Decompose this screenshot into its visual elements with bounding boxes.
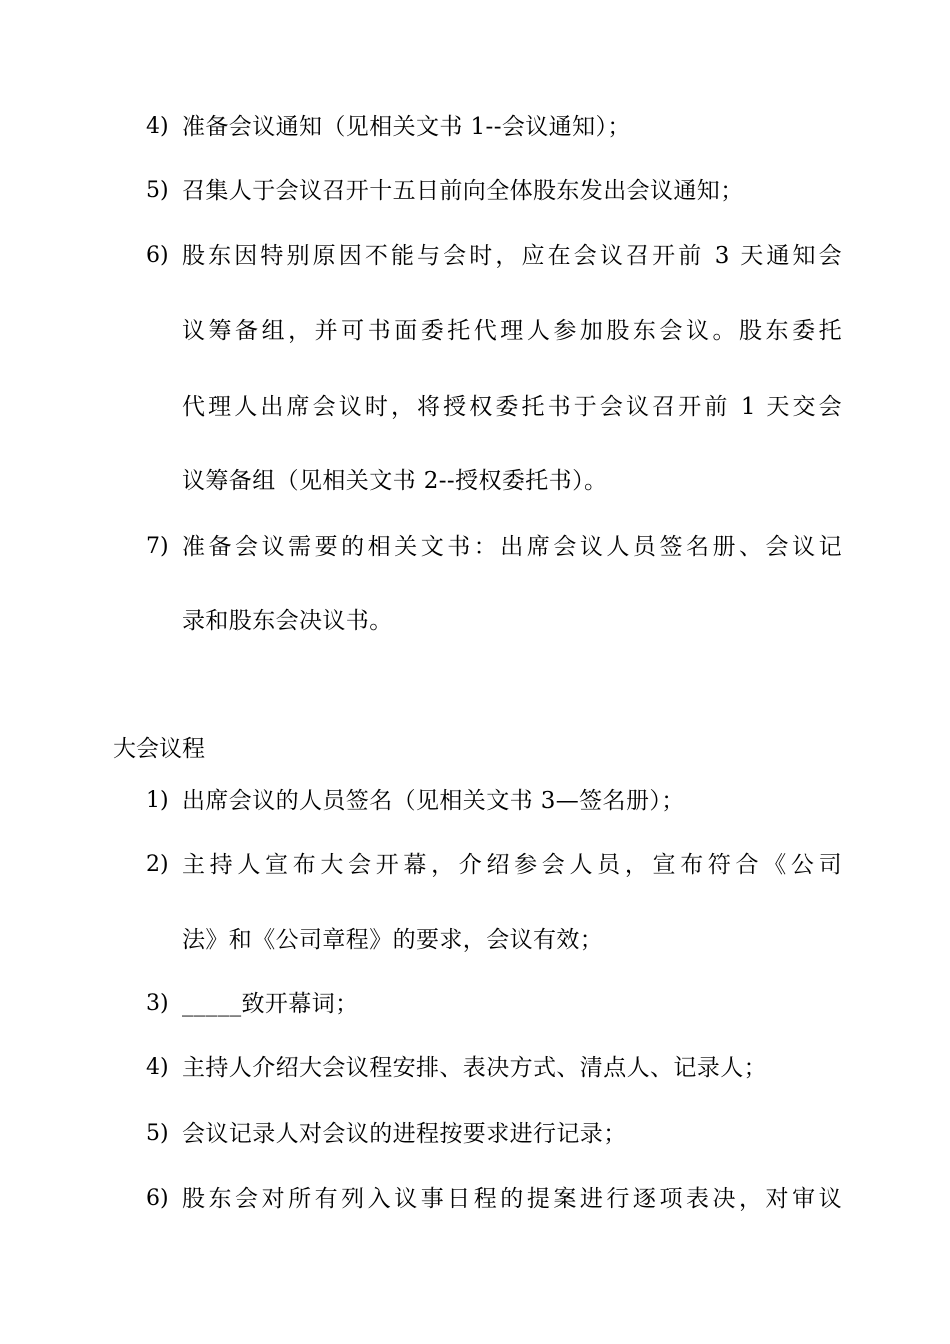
list-item-text: 主持人宣布大会开幕，介绍参会人员，宣布符合《公司 <box>182 852 842 878</box>
list-number: 3) <box>146 991 169 1016</box>
list-item-text: _____致开幕词； <box>182 991 359 1017</box>
list-item-text: 议筹备组，并可书面委托代理人参加股东会议。股东委托 <box>182 318 842 344</box>
list-item-text: 股东因特别原因不能与会时，应在会议召开前 3 天通知会 <box>182 243 842 269</box>
list-item-text: 会议记录人对会议的进程按要求进行记录； <box>182 1121 627 1147</box>
list-item-text: 法》和《公司章程》的要求，会议有效； <box>182 927 604 953</box>
list-item-text: 股东会对所有列入议事日程的提案进行逐项表决，对审议 <box>182 1186 842 1212</box>
list-item-text: 出席会议的人员签名（见相关文书 3—签名册）； <box>182 788 685 814</box>
list-item-text: 议筹备组（见相关文书 2--授权委托书）。 <box>182 468 608 494</box>
list-item-text: 召集人于会议召开十五日前向全体股东发出会议通知； <box>182 178 744 204</box>
list-number: 5) <box>146 1121 169 1146</box>
list-item-text: 代理人出席会议时，将授权委托书于会议召开前 1 天交会 <box>182 394 842 420</box>
list-item-text: 准备会议通知（见相关文书 1--会议通知）； <box>182 114 631 140</box>
list-item-text: 准备会议需要的相关文书：出席会议人员签名册、会议记 <box>182 534 842 560</box>
list-item-text: 主持人介绍大会议程安排、表决方式、清点人、记录人； <box>182 1055 767 1081</box>
list-number: 5) <box>146 178 169 203</box>
list-number: 6) <box>146 1186 169 1211</box>
list-number: 1) <box>146 788 169 813</box>
list-item-text: 录和股东会决议书。 <box>182 608 393 634</box>
list-number: 4) <box>146 1055 169 1080</box>
section-heading: 大会议程 <box>113 736 205 762</box>
list-number: 2) <box>146 852 169 877</box>
list-number: 6) <box>146 243 169 268</box>
list-number: 4) <box>146 114 169 139</box>
list-number: 7) <box>146 534 169 559</box>
